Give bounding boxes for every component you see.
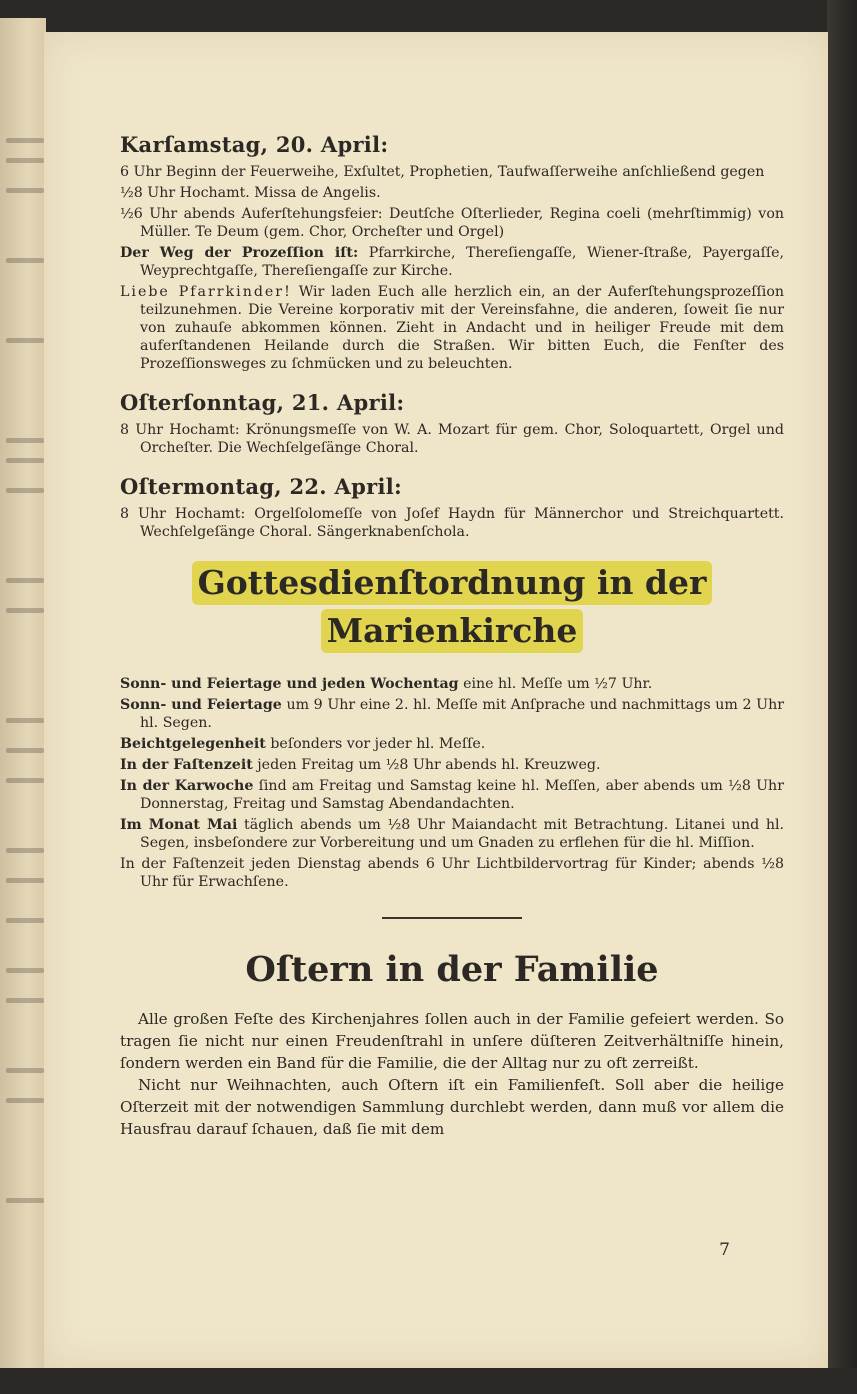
liebe-label: Liebe Pfarrkinder!	[120, 284, 292, 300]
schedule-label: In der Faſtenzeit	[120, 856, 245, 872]
schedule-item	[120, 735, 784, 753]
familie-title: Oſtern in der Familie	[245, 949, 659, 990]
highlighted-title-line-2: Marienkirche	[321, 609, 584, 653]
liebe-pfarrkinder	[120, 283, 784, 373]
prozession-route	[120, 244, 784, 280]
document-page	[44, 32, 828, 1368]
heading-ostersonntag: Oſterſonntag, 21. April:	[120, 390, 405, 415]
familie-paragraph-1: Alle großen Feſte des Kirchenjahres ſollen auch in der Familie gefeiert werden. So tragen ſie nicht nur einen Freudenſtrahl in unſere düſteren Zeitverhältniſſe hinein, ſondern werden ein Band für die Familie, die der Alltag nur zu oft zerreißt.	[120, 1010, 784, 1072]
schedule-label: Im Monat Mai	[120, 817, 238, 833]
schedule-item	[120, 777, 784, 813]
karsamstag-line-1: 6 Uhr Beginn der Feuerweihe, Exſultet, Prophetien, Taufwaſſerweihe anſchließend gegen	[120, 164, 765, 180]
karsamstag-line-2: ½8 Uhr Hochamt. Missa de Angelis.	[120, 185, 381, 201]
marienkirche-title	[120, 559, 784, 655]
prozession-text: Pfarrkirche, Thereſiengaſſe, Wiener-ſtraße, Payergaſſe, Weyprechtgaſſe, Thereſiengaſſe zur Kirche.	[140, 245, 784, 279]
heading-karsamstag: Karſamstag, 20. April:	[120, 132, 389, 157]
ostersonntag-text: 8 Uhr Hochamt: Krönungsmeſſe von W. A. Mozart für gem. Chor, Soloquartett, Orgel und Orcheſter. Die Wechſelgeſänge Choral.	[120, 422, 784, 456]
previous-page-edge	[0, 18, 46, 1370]
schedule-label: Beichtgelegenheit	[120, 736, 266, 752]
schedule-text: eine hl. Meſſe um ½7 Uhr.	[463, 676, 653, 692]
schedule-label: Sonn- und Feiertage	[120, 697, 282, 713]
schedule-label: In der Karwoche	[120, 778, 254, 794]
familie-paragraph-2: Nicht nur Weihnachten, auch Oſtern iſt ein Familienfeſt. Soll aber die heilige Oſterzeit mit der notwendigen Sammlung durchlebt werden, dann muß vor allem die Hausfrau darauf ſchauen, daß ſie mit dem	[120, 1076, 784, 1138]
heading-ostermontag: Oſtermontag, 22. April:	[120, 474, 403, 499]
section-divider	[382, 917, 522, 919]
schedule-text: um 9 Uhr eine 2. hl. Meſſe mit Anſprache und nachmittags um 2 Uhr hl. Segen.	[140, 697, 785, 731]
schedule-item	[120, 816, 784, 852]
schedule-item	[120, 855, 784, 891]
book-edge-right	[827, 0, 857, 1394]
schedule-text: jeden Dienstag abends 6 Uhr Lichtbildervortrag für Kinder; abends ½8 Uhr für Erwachſene.	[140, 856, 785, 890]
page-content	[120, 132, 784, 1140]
highlighted-title-line-1: Gottesdienſtordnung in der	[192, 561, 713, 605]
schedule-text: ſind am Freitag und Samstag keine hl. Meſſen, aber abends um ½8 Uhr Donnerstag, Freitag und Samstag Abendandachten.	[140, 778, 784, 812]
schedule-item	[120, 696, 784, 732]
karsamstag-line-3: ½6 Uhr abends Auferſtehungsfeier: Deutſche Oſterlieder, Regina coeli (mehrſtimmig) von Müller. Te Deum (gem. Chor, Orcheſter und Orgel)	[120, 206, 784, 240]
prozession-label: Der Weg der Prozeſſion iſt:	[120, 245, 359, 261]
schedule-text: beſonders vor jeder hl. Meſſe.	[270, 736, 486, 752]
schedule-label: Sonn- und Feiertage und jeden Wochentag	[120, 676, 459, 692]
liebe-text: Wir laden Euch alle herzlich ein, an der Auferſtehungsprozeſſion teilzunehmen. Die Vereine korporativ mit der Vereinsfahne, die anderen, ſoweit ſie nur von zuhauſe abkommen können. Zieht in Andacht und in heiliger Freude mit dem auferſtandenen Heilande durch die Straßen. Wir bitten Euch, die Fenſter des Prozeſſionsweges zu ſchmücken und zu beleuchten.	[140, 284, 784, 372]
schedule-label: In der Faſtenzeit	[120, 757, 253, 773]
schedule-item	[120, 675, 784, 693]
book-edge-bottom	[0, 1368, 857, 1394]
schedule-text: jeden Freitag um ½8 Uhr abends hl. Kreuzweg.	[257, 757, 601, 773]
schedule-text: täglich abends um ½8 Uhr Maiandacht mit Betrachtung. Litanei und hl. Segen, insbeſondere zur Vorbereitung und um Gnaden zu erflehen für die hl. Miſſion.	[140, 817, 785, 851]
schedule-item	[120, 756, 784, 774]
page-number: 7	[719, 1240, 730, 1260]
ostermontag-text: 8 Uhr Hochamt: Orgelſolomeſſe von Joſef Haydn für Männerchor und Streichquartett. Wechſelgeſänge Choral. Sängerknabenſchola.	[120, 506, 784, 540]
